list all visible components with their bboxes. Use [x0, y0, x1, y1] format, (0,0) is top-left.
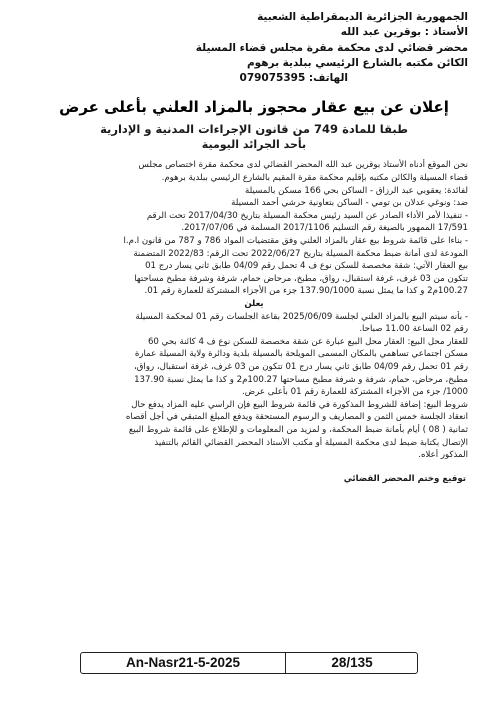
body-line: ثمانية ( 08 ) أيام بأمانة ضبط المحكمة، و لمزيد من المعلومات و للإطلاع على قائمة شروط البيع [128, 424, 468, 435]
body-line: - بناءا على قائمة شروط بيع عقار بالمزاد العلني وفق مقتضيات المواد 786 و 787 من قانون ا.م.ا [123, 236, 468, 247]
body-line: 1000/ جزء من الأجزاء المشتركة للعمارة رقم 01 بأعلى عرض. [242, 387, 468, 398]
body-line: المذكور أعلاه. [418, 450, 468, 461]
body-line: مطبخ، مرحاض، حمام، شرفة و شرفة مطبخ مساحتها 100.27م2 و كذا ما يمثل نسبة 137.90 [134, 374, 468, 385]
body-line: الإتصال بكتابة ضبط لدى محكمة المسيلة أو مكتب الأستاذ المحضر القضائي القائم بالتنفيذ [154, 437, 468, 448]
body-line: ضد: ونوغي عدلان بن تومي - الساكن بتعاونية حرشي أحمد المسيلة [231, 198, 468, 209]
body-line: - بأنه سيتم البيع بالمزاد العلني لجلسة 2025/06/09 بقاعة الجلسات رقم 01 لمحكمة المسيلة [135, 311, 468, 322]
body-line: رقم 01 تحمل رقم 04/09 طابق ثاني يسار درج 01 تتكون من 03 غرف، غرفة استقبال، رواق، [133, 361, 468, 372]
header-line: الأستاذ : بوقرين عبد الله [340, 26, 468, 39]
announces-heading: يعلن [244, 299, 264, 310]
header-line: الجمهورية الجزائرية الديمقراطية الشعبية [257, 11, 468, 23]
footer-box [80, 652, 418, 674]
body-line: بيع العقار الآتي: شقة مخصصة للسكن نوع ف 4 تحمل رقم 04/09 طابق ثاني يسار درج 01 [145, 261, 468, 272]
body-line: 17/591 الممهور بالصيغة رقم التسليم 2017/1106 المسلمة في 2017/07/06. [181, 223, 468, 234]
legal-notice [40, 10, 468, 630]
notice-body [40, 159, 468, 461]
body-line: لفائدة: يعقوبي عبد الرزاق - الساكن بحي 166 مسكن بالمسيلة [245, 185, 468, 196]
header-block [40, 10, 468, 86]
body-line: 100.27م2 و كذا ما يمثل نسبة 137.90/1000 جزء من الأجزاء المشتركة للعمارة رقم 01. [144, 286, 468, 297]
notice-title: إعلان عن بيع عقار محجوز بالمزاد العلني بأعلى عرض [59, 98, 449, 117]
header-line: محضر قضائي لدى محكمة مقرة مجلس قضاء المسيلة [195, 41, 468, 54]
body-line: المودعة لدى أمانة ضبط محكمة المسيلة بتاريخ 2022/06/27 تحت الرقم: 2022/83 المتضمنة [133, 248, 468, 259]
notice-subtitle: طبقا للمادة 749 من قانون الإجراءات المدنية و الإدارية [100, 122, 408, 137]
header-line: الكائن مكتبه بالشارع الرئيسي ببلدية برهوم [246, 56, 468, 69]
newspaper-reference: An-Nasr21-5-2025 [125, 655, 241, 670]
body-line: - تنفيذا لأمر الأداء الصادر عن السيد رئيس محكمة المسيلة بتاريخ 2017/04/30 تحت الرقم [146, 210, 468, 221]
body-line: رقم 02 الساعة 11.00 صباحا. [359, 324, 468, 335]
body-line: مسكن اجتماعي تساهمي بالمكان المسمى المويلحة بالمسيلة بلدية ودائرة ولاية المسيلة عمارة [134, 349, 468, 360]
body-line: انعقاد الجلسة خمس الثمن و المصاريف و الرسوم المستحقة ويدفع المبلغ المتبقي في أجل أقصاه [125, 412, 468, 423]
body-line: نحن الموقع أدناه الأستاذ بوقرين عبد الله المحضر القضائي لدى محكمة مقرة اختصاص مجلس [138, 160, 468, 171]
body-line: للعقار محل البيع: العقار محل البيع عبارة عن شقة مخصصة للسكن نوع ف 4 كائنة بحي 60 [147, 336, 468, 347]
body-line: تتكون من 03 غرف، غرفة استقبال، رواق، مطبخ، مرحاض حمام، شرفة وشرفة مطبخ مساحتها [134, 273, 468, 284]
signature-line: توقيع وختم المحضر القضائي [343, 473, 466, 484]
body-line: شروط البيع: إضافة للشروط المذكورة في قائمة شروط البيع فإن الراسي عليه المزاد يدفع حال [131, 399, 468, 410]
page-number: 28/135 [285, 653, 418, 673]
header-phone: الهاتف: 079075395 [239, 72, 348, 85]
body-line: قضاء المسيلة والكائن مكتبه بإقليم محكمة مقرة المقيم بالشارع الرئيسي ببلدية برهوم. [161, 173, 468, 184]
notice-subtitle-2: بأحد الجرائد اليومية [201, 138, 307, 152]
